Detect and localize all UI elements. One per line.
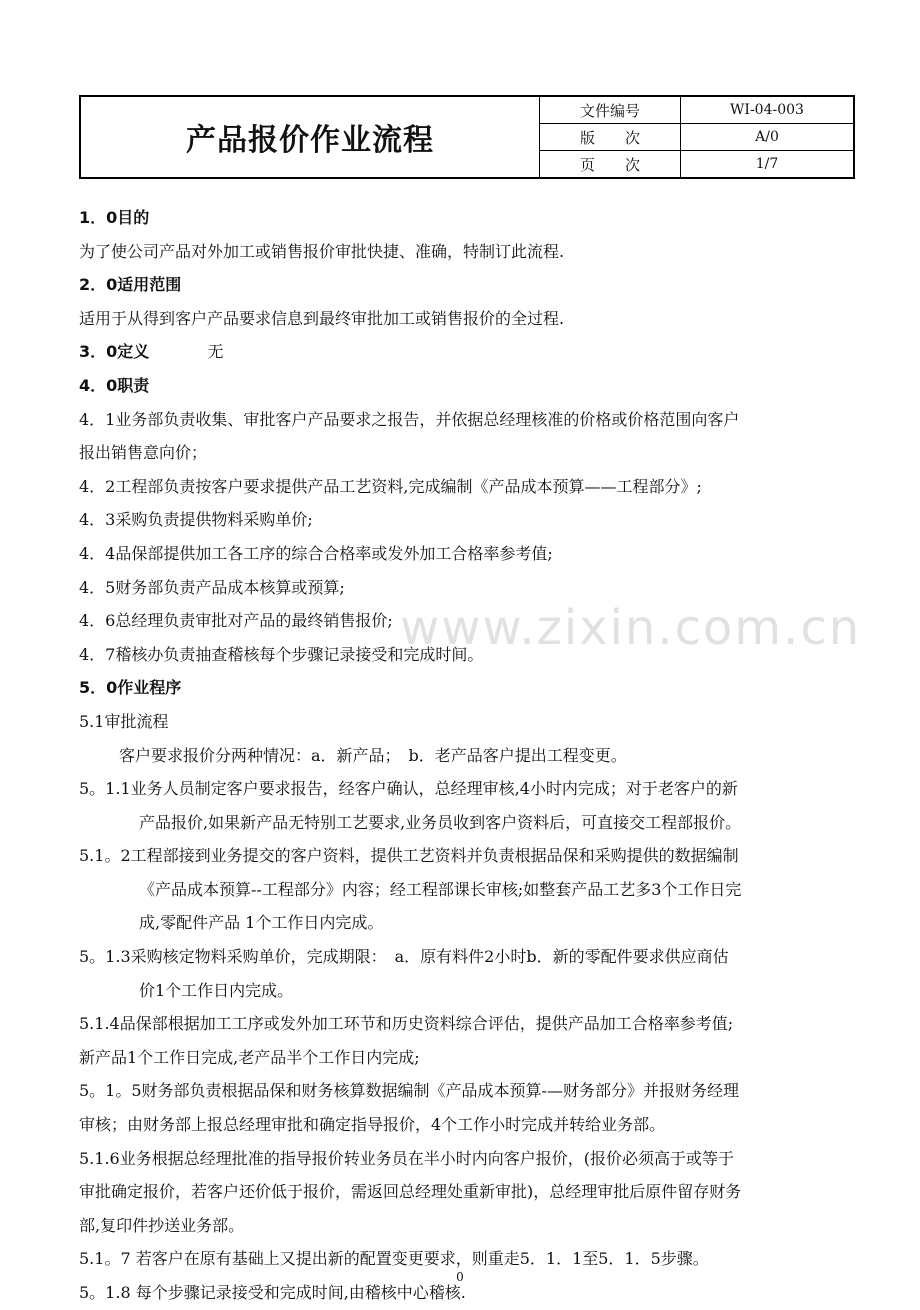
subsection-heading: 5.1审批流程 xyxy=(79,711,169,731)
paragraph: 成,零配件产品 1个工作日内完成。 xyxy=(139,913,384,933)
paragraph: 4．3采购负责提供物料采购单价; xyxy=(79,510,313,530)
meta-row-version xyxy=(540,124,853,151)
paragraph: 4．6总经理负责审批对产品的最终销售报价; xyxy=(79,611,393,631)
paragraph: 产品报价,如果新产品无特别工艺要求,业务员收到客户资料后，可直接交工程部报价。 xyxy=(139,812,742,832)
paragraph: 4．7稽核办负责抽查稽核每个步骤记录接受和完成时间。 xyxy=(79,644,484,664)
paragraph: 部,复印件抄送业务部。 xyxy=(79,1215,245,1235)
paragraph: 报出销售意向价； xyxy=(79,443,208,463)
paragraph: 5。1.3采购核定物料采购单价，完成期限： a．原有料件2小时b．新的零配件要求供应商估 xyxy=(79,947,729,967)
page-number: 0 xyxy=(456,1270,464,1284)
meta-value: 1/7 xyxy=(755,156,779,172)
section-heading-procedure: 5．0作业程序 xyxy=(79,678,182,698)
paragraph: 5.1.6业务根据总经理批准的指导报价转业务员在半小时内向客户报价，(报价必须高于或等于 xyxy=(79,1148,734,1168)
document-meta xyxy=(540,97,853,177)
paragraph: 5。1.1业务人员制定客户要求报告，经客户确认，总经理审核,4小时内完成；对于老客户的新 xyxy=(79,779,738,799)
meta-label: 页 次 xyxy=(540,151,681,177)
paragraph: 价1个工作日内完成。 xyxy=(139,980,294,1000)
document-header-table xyxy=(79,95,855,179)
meta-row-page xyxy=(540,151,853,177)
document-body xyxy=(79,201,854,1310)
paragraph: 5.1。2工程部接到业务提交的客户资料，提供工艺资料并负责根据品保和采购提供的数据编制 xyxy=(79,846,739,866)
paragraph: 5。1。5财务部负责根据品保和财务核算数据编制《产品成本预算-—财务部分》并报财务经理 xyxy=(79,1081,739,1101)
paragraph: 为了使公司产品对外加工或销售报价审批快捷、准确，特制订此流程. xyxy=(79,241,565,261)
section-heading-responsibilities: 4．0职责 xyxy=(79,375,150,395)
paragraph: 4．5财务部负责产品成本核算或预算; xyxy=(79,577,345,597)
paragraph: 4．1业务部负责收集、审批客户产品要求之报告，并依据总经理核准的价格或价格范围向客户 xyxy=(79,409,740,429)
definition-value: 无 xyxy=(207,342,224,362)
paragraph: 5。1.8 每个步骤记录接受和完成时间,由稽核中心稽核. xyxy=(79,1283,466,1302)
paragraph: 4．2工程部负责按客户要求提供产品工艺资料,完成编制《产品成本预算——工程部分》; xyxy=(79,476,702,496)
section-heading-purpose: 1．0目的 xyxy=(79,208,150,227)
watermark: www.zixin.com.cn xyxy=(400,600,862,656)
meta-row-file-number xyxy=(540,97,853,124)
paragraph: 新产品1个工作日完成,老产品半个工作日内完成; xyxy=(79,1047,420,1067)
paragraph: 《产品成本预算--工程部分》内容；经工程部课长审核;如整套产品工艺多3个工作日完 xyxy=(139,879,742,899)
paragraph: 4．4品保部提供加工各工序的综合合格率或发外加工合格率参考值; xyxy=(79,543,553,563)
paragraph: 5.1.4品保部根据加工工序或发外加工环节和历史资料综合评估，提供产品加工合格率参考值; xyxy=(79,1014,734,1034)
paragraph: 审核；由财务部上报总经理审批和确定指导报价，4个工作小时完成并转给业务部。 xyxy=(79,1115,666,1135)
meta-label: 版 次 xyxy=(540,124,681,150)
meta-value: A/0 xyxy=(755,129,779,145)
meta-label: 文件编号 xyxy=(540,97,681,123)
paragraph: 适用于从得到客户产品要求信息到最终审批加工或销售报价的全过程. xyxy=(79,308,565,328)
paragraph: 5.1。7 若客户在原有基础上又提出新的配置变更要求，则重走5．1．1至5．1．5步骤。 xyxy=(79,1249,709,1269)
document-title: 产品报价作业流程 xyxy=(81,97,540,177)
section-heading-scope: 2．0适用范围 xyxy=(79,275,182,295)
definition-line xyxy=(79,335,854,369)
paragraph: 客户要求报价分两种情况：a．新产品； b．老产品客户提出工程变更。 xyxy=(119,745,627,765)
paragraph: 审批确定报价，若客户还价低于报价，需返回总经理处重新审批)，总经理审批后原件留存财务 xyxy=(79,1182,742,1202)
meta-value: WI-04-003 xyxy=(730,102,804,118)
section-heading-definition: 3．0定义 xyxy=(79,342,150,362)
